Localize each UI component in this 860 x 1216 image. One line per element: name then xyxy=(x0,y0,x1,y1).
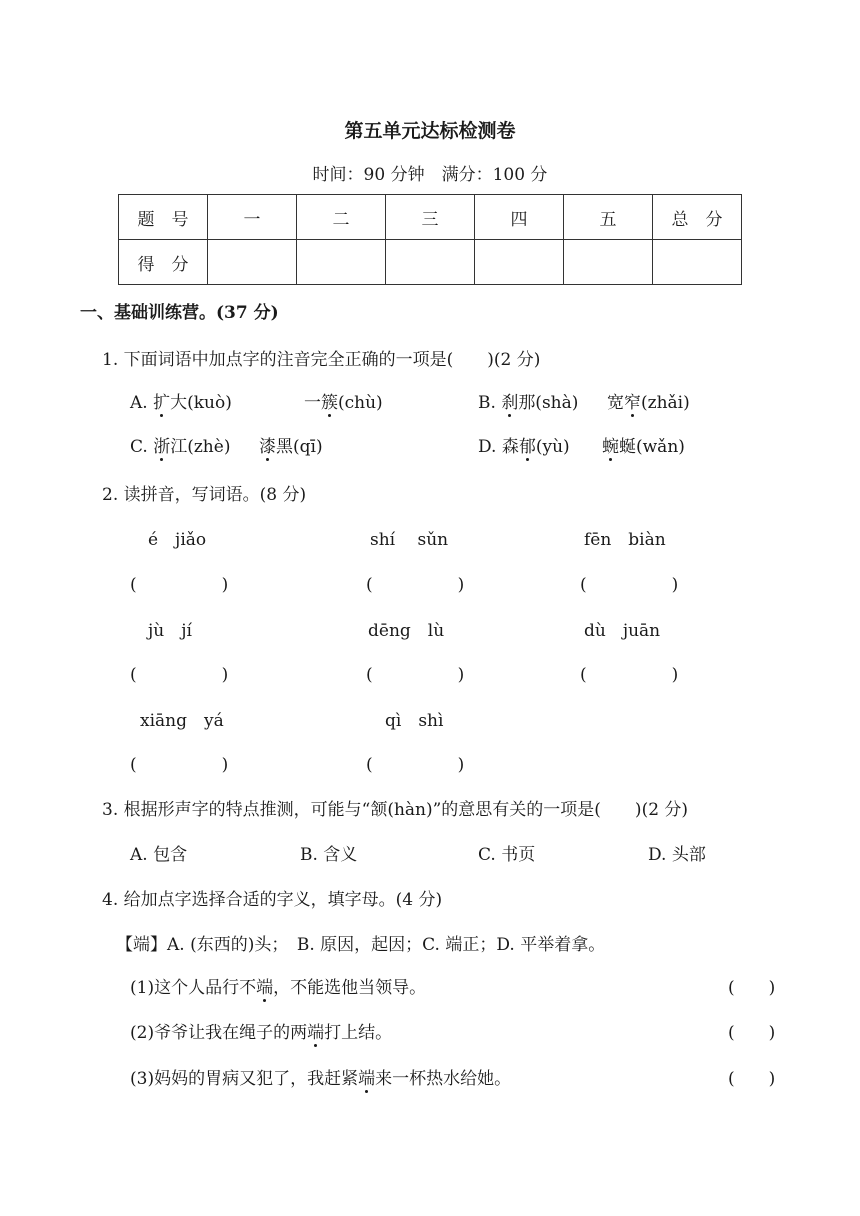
answer-blank[interactable]: ( ) xyxy=(580,665,679,685)
dotted-char: 簇 xyxy=(321,388,338,413)
score-table-score-row xyxy=(119,240,742,285)
score-table-header-row xyxy=(119,195,742,240)
question-3-stem: 3. 根据形声字的特点推测，可能与“颔(hàn)”的意思有关的一项是( )(2 分) xyxy=(102,800,689,820)
dotted-char: 扩 xyxy=(153,388,170,413)
answer-blank[interactable]: ( ) xyxy=(130,755,229,775)
score-cell: 五 xyxy=(564,195,653,240)
question-4-stem: 4. 给加点字选择合适的字义，填字母。(4 分) xyxy=(102,890,443,910)
q3-option-d: D. 头部 xyxy=(648,845,706,865)
dotted-char: 端 xyxy=(307,1018,324,1043)
dotted-char: 浙 xyxy=(153,432,170,457)
score-entry-cell[interactable] xyxy=(386,240,475,285)
answer-blank[interactable]: ( ) xyxy=(130,665,229,685)
q3-option-a: A. 包含 xyxy=(130,845,188,865)
exam-info: 时间：90 分钟 满分：100 分 xyxy=(312,165,548,185)
pinyin-prompt: dù juān xyxy=(584,621,661,641)
score-table xyxy=(118,194,742,285)
dotted-char: 郁 xyxy=(519,432,536,457)
q1-option-b-word2: 宽窄(zhǎi) xyxy=(607,388,690,413)
q1-option-d-word2: 蜿蜒(wǎn) xyxy=(602,432,685,457)
word-definitions: 【端】A. (东西的)头； B. 原因，起因；C. 端正；D. 平举着拿。 xyxy=(116,935,606,955)
answer-blank[interactable]: ( ) xyxy=(580,575,679,595)
q1-option-a-word2: 一簇(chù) xyxy=(304,388,383,413)
answer-blank[interactable]: ( ) xyxy=(366,575,465,595)
q4-sentence-2: (2)爷爷让我在绳子的两端打上结。 xyxy=(130,1018,392,1043)
score-cell: 三 xyxy=(386,195,475,240)
answer-paren[interactable]: ( ) xyxy=(728,1069,776,1089)
score-cell: 总 分 xyxy=(653,195,742,240)
pinyin-prompt: jù jí xyxy=(148,621,192,641)
dotted-char: 端 xyxy=(358,1064,375,1089)
q4-sentence-3: (3)妈妈的胃病又犯了，我赶紧端来一杯热水给她。 xyxy=(130,1064,511,1089)
answer-blank[interactable]: ( ) xyxy=(130,575,229,595)
q1-option-b: B. 刹那(shà) xyxy=(478,388,578,413)
page-title: 第五单元达标检测卷 xyxy=(344,120,516,142)
pinyin-prompt: dēng lù xyxy=(368,621,445,641)
score-entry-cell[interactable] xyxy=(475,240,564,285)
q1-option-c-word2: 漆黑(qī) xyxy=(259,432,323,457)
q1-option-c: C. 浙江(zhè) xyxy=(130,432,230,457)
score-entry-cell[interactable] xyxy=(564,240,653,285)
answer-paren[interactable]: ( ) xyxy=(728,1023,776,1043)
q1-option-d: D. 森郁(yù) xyxy=(478,432,570,457)
score-entry-cell[interactable] xyxy=(208,240,297,285)
q4-sentence-1: (1)这个人品行不端，不能选他当领导。 xyxy=(130,973,426,998)
score-cell: 得 分 xyxy=(119,240,208,285)
answer-blank[interactable]: ( ) xyxy=(366,665,465,685)
score-cell: 一 xyxy=(208,195,297,240)
q3-option-b: B. 含义 xyxy=(300,845,358,865)
score-cell: 二 xyxy=(297,195,386,240)
score-cell: 题 号 xyxy=(119,195,208,240)
pinyin-prompt: shí sǔn xyxy=(370,530,449,550)
pinyin-prompt: fēn biàn xyxy=(584,530,666,550)
pinyin-prompt: é jiǎo xyxy=(148,530,207,550)
dotted-char: 漆 xyxy=(259,432,276,457)
question-1-stem: 1. 下面词语中加点字的注音完全正确的一项是( )(2 分) xyxy=(102,350,541,370)
answer-blank[interactable]: ( ) xyxy=(366,755,465,775)
dotted-char: 端 xyxy=(256,973,273,998)
score-entry-cell[interactable] xyxy=(653,240,742,285)
dotted-char: 蜿 xyxy=(602,432,619,457)
pinyin-prompt: xiāng yá xyxy=(140,711,224,731)
dotted-char: 窄 xyxy=(624,388,641,413)
score-entry-cell[interactable] xyxy=(297,240,386,285)
answer-paren[interactable]: ( ) xyxy=(728,978,776,998)
dotted-char: 刹 xyxy=(501,388,518,413)
score-cell: 四 xyxy=(475,195,564,240)
question-2-stem: 2. 读拼音，写词语。(8 分) xyxy=(102,485,307,505)
pinyin-prompt: qì shì xyxy=(385,711,444,731)
q1-option-a: A. 扩大(kuò) xyxy=(130,388,232,413)
section-heading: 一、基础训练营。(37 分) xyxy=(80,303,279,323)
q3-option-c: C. 书页 xyxy=(478,845,536,865)
